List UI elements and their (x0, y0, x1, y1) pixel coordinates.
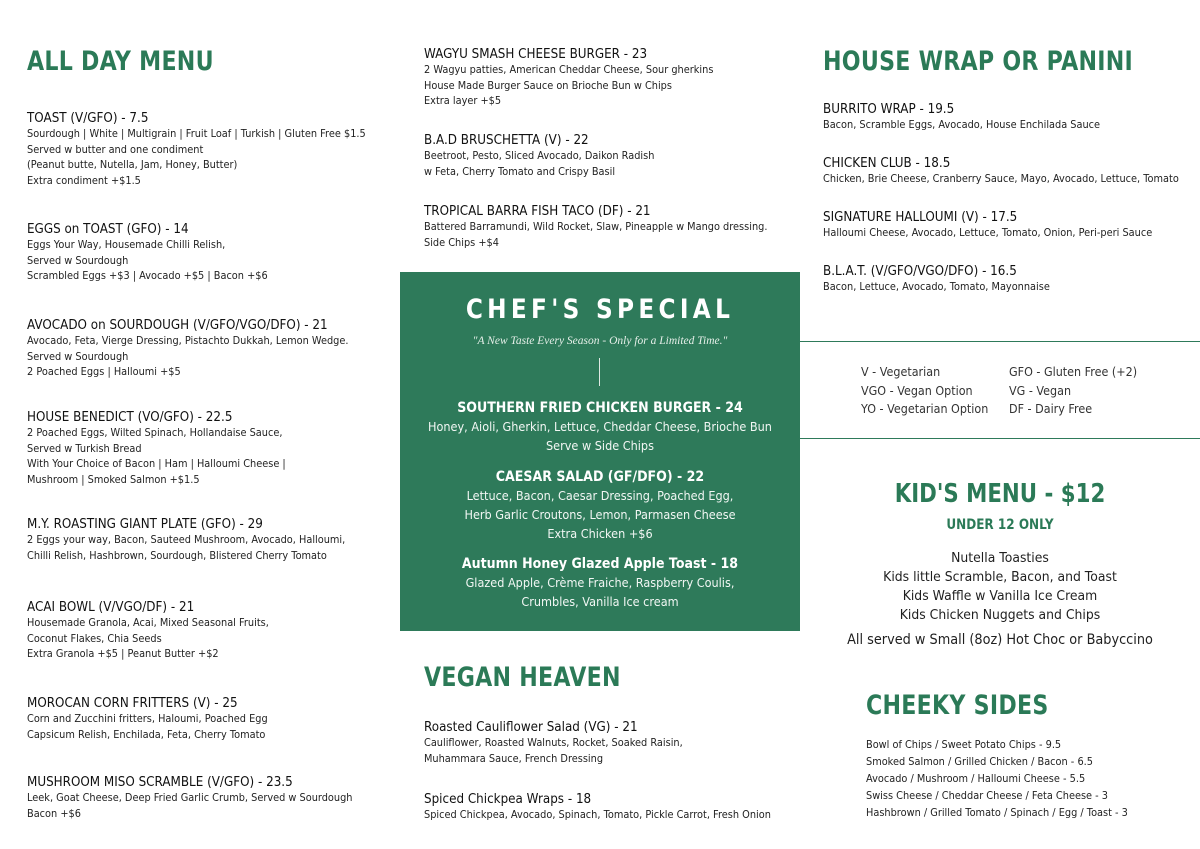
menu-item-desc: Served w Sourdough (27, 350, 129, 363)
menu-item-desc: Halloumi Cheese, Avocado, Lettuce, Tomato, Onion, Peri-peri Sauce (823, 227, 1153, 239)
menu-item-bruschetta (424, 131, 672, 180)
menu-item-desc: Side Chips +$4 (424, 236, 499, 249)
menu-item-desc: 2 Poached Eggs, Wilted Spinach, Hollandaise Sauce, (27, 427, 283, 439)
menu-item-toast (27, 109, 391, 189)
menu-item-mushroom-miso (27, 773, 377, 822)
menu-item-title: HOUSE BENEDICT (VO/GFO) - 22.5 (27, 410, 233, 425)
menu-item-acai-bowl (27, 598, 287, 663)
menu-item-title: CHICKEN CLUB - 18.5 (823, 156, 951, 171)
menu-item-desc: Leek, Goat Cheese, Deep Fried Garlic Crumb, Served w Sourdough (27, 792, 353, 804)
menu-item-desc: Served w Sourdough (27, 254, 129, 267)
kids-menu-item: Kids Chicken Nuggets and Chips (899, 607, 1101, 623)
menu-item-signature-halloumi (823, 208, 1177, 242)
menu-item-title: TROPICAL BARRA FISH TACO (DF) - 21 (424, 204, 651, 219)
special-item-title: CAESAR SALAD (GF/DFO) - 22 (495, 469, 705, 485)
menu-item-title: AVOCADO on SOURDOUGH (V/GFO/VGO/DFO) - 21 (27, 318, 328, 333)
side-item: Swiss Cheese / Cheddar Cheese / Feta Cheese - 3 (866, 790, 1109, 802)
menu-item-title: BURRITO WRAP - 19.5 (823, 102, 955, 117)
menu-item-desc: 2 Poached Eggs | Halloumi +$5 (27, 366, 181, 379)
kids-menu-note: All served w Small (8oz) Hot Choc or Babyccino (847, 632, 1153, 648)
legend-entry: VG - Vegan (1009, 383, 1072, 398)
special-item-desc: Lettuce, Bacon, Caesar Dressing, Poached Egg, (466, 489, 734, 503)
menu-item-desc: 2 Wagyu patties, American Cheddar Cheese, Sour gherkins (424, 64, 714, 76)
special-item-chicken-burger (400, 398, 800, 456)
menu-item-desc: (Peanut butte, Nutella, Jam, Honey, Butter) (27, 159, 238, 172)
special-item-caesar-salad (400, 467, 800, 544)
menu-item-desc: Extra condiment +$1.5 (27, 174, 141, 187)
menu-item-desc: Mushroom | Smoked Salmon +$1.5 (27, 473, 200, 486)
side-item: Bowl of Chips / Sweet Potato Chips - 9.5 (866, 739, 1062, 751)
special-item-desc: Herb Garlic Croutons, Lemon, Parmasen Cheese (464, 508, 736, 522)
menu-item-title: MUSHROOM MISO SCRAMBLE (V/GFO) - 23.5 (27, 775, 293, 790)
side-item: Hashbrown / Grilled Tomato / Spinach / Egg / Toast - 3 (866, 807, 1128, 819)
divider (599, 358, 600, 386)
special-item-desc: Honey, Aioli, Gherkin, Lettuce, Cheddar Cheese, Brioche Bun (428, 420, 772, 434)
menu-item-desc: Sourdough | White | Multigrain | Fruit Loaf | Turkish | Gluten Free $1.5 (27, 128, 366, 140)
menu-item-desc: Cauliflower, Roasted Walnuts, Rocket, Soaked Raisin, (424, 737, 683, 749)
legend-entry: DF - Dairy Free (1009, 402, 1093, 416)
menu-item-avocado-sourdough (27, 316, 373, 381)
menu-item-title: Spiced Chickpea Wraps - 18 (424, 792, 592, 807)
menu-item-desc: Spiced Chickpea, Avocado, Spinach, Tomato, Pickle Carrot, Fresh Onion (424, 809, 771, 821)
menu-item-desc: Avocado, Feta, Vierge Dressing, Pistachto Dukkah, Lemon Wedge. (27, 335, 349, 347)
house-wrap-heading: HOUSE WRAP OR PANINI (823, 46, 1134, 77)
menu-item-chicken-club (823, 154, 1200, 188)
menu-item-desc: Beetroot, Pesto, Sliced Avocado, Daikon Radish (424, 150, 655, 162)
menu-item-corn-fritters (27, 694, 286, 743)
menu-item-house-benedict (27, 408, 305, 488)
dietary-legend-right (1009, 363, 1137, 419)
special-item-desc: Glazed Apple, Crème Fraiche, Raspberry Coulis, (465, 576, 735, 590)
legend-entry: YO - Vegetarian Option (861, 402, 989, 416)
menu-item-desc: With Your Choice of Bacon | Ham | Halloumi Cheese | (27, 458, 286, 471)
divider (800, 438, 1200, 439)
menu-item-title: EGGS on TOAST (GFO) - 14 (27, 222, 189, 237)
menu-item-desc: Bacon +$6 (27, 807, 81, 820)
special-item-desc: Serve w Side Chips (546, 439, 654, 453)
menu-item-desc: 2 Eggs your way, Bacon, Sauteed Mushroom, Avocado, Halloumi, (27, 534, 346, 546)
kids-menu-heading: KID'S MENU - $12 (894, 479, 1106, 509)
menu-item-title: B.L.A.T. (V/GFO/VGO/DFO) - 16.5 (823, 264, 1017, 279)
menu-item-wagyu-burger (424, 45, 735, 110)
dietary-legend-left (861, 363, 988, 419)
cheeky-sides-heading: CHEEKY SIDES (866, 690, 1049, 721)
menu-item-desc: Scrambled Eggs +$3 | Avocado +$5 | Bacon +$6 (27, 270, 268, 283)
menu-item-desc: Bacon, Lettuce, Avocado, Tomato, Mayonnaise (823, 281, 1050, 293)
menu-item-desc: Housemade Granola, Acai, Mixed Seasonal Fruits, (27, 617, 269, 629)
menu-item-desc: Battered Barramundi, Wild Rocket, Slaw, Pineapple w Mango dressing. (424, 221, 768, 233)
divider (800, 341, 1200, 342)
menu-item-desc: Chicken, Brie Cheese, Cranberry Sauce, Mayo, Avocado, Lettuce, Tomato (823, 173, 1179, 185)
special-item-title: SOUTHERN FRIED CHICKEN BURGER - 24 (457, 400, 743, 416)
menu-item-giant-plate (27, 515, 369, 564)
chefs-special-subtitle: "A New Taste Every Season - Only for a Limited Time." (472, 335, 728, 347)
menu-item-title: TOAST (V/GFO) - 7.5 (27, 111, 149, 126)
kids-menu-item: Kids Waffle w Vanilla Ice Cream (902, 588, 1098, 604)
menu-item-desc: Capsicum Relish, Enchilada, Feta, Cherry Tomato (27, 728, 266, 741)
legend-entry: GFO - Gluten Free (+2) (1009, 365, 1138, 379)
menu-item-desc: w Feta, Cherry Tomato and Crispy Basil (424, 165, 616, 178)
menu-item-desc: Corn and Zucchini fritters, Haloumi, Poached Egg (27, 713, 268, 725)
special-item-apple-toast (400, 554, 800, 612)
legend-entry: VGO - Vegan Option (861, 383, 973, 398)
menu-item-eggs-on-toast (27, 220, 286, 285)
menu-item-desc: Eggs Your Way, Housemade Chilli Relish, (27, 239, 226, 251)
menu-item-title: WAGYU SMASH CHEESE BURGER - 23 (424, 47, 648, 62)
menu-item-fish-taco (424, 202, 793, 251)
kids-menu-item: Nutella Toasties (951, 550, 1049, 566)
special-item-title: Autumn Honey Glazed Apple Toast - 18 (461, 556, 739, 572)
menu-item-desc: Muhammara Sauce, French Dressing (424, 752, 604, 765)
menu-item-title: M.Y. ROASTING GIANT PLATE (GFO) - 29 (27, 517, 263, 532)
menu-item-chickpea-wraps (424, 790, 797, 824)
menu-item-title: ACAI BOWL (V/VGO/DF) - 21 (27, 600, 195, 615)
menu-item-desc: Bacon, Scramble Eggs, Avocado, House Enchilada Sauce (823, 119, 1101, 131)
special-item-desc: Extra Chicken +$6 (547, 527, 653, 541)
chefs-special-panel (400, 272, 800, 631)
menu-item-desc: Served w Turkish Bread (27, 442, 142, 455)
menu-item-desc: Chilli Relish, Hashbrown, Sourdough, Blistered Cherry Tomato (27, 549, 327, 562)
menu-item-title: B.A.D BRUSCHETTA (V) - 22 (424, 133, 589, 148)
legend-entry: V - Vegetarian (861, 365, 941, 379)
menu-item-title: MOROCAN CORN FRITTERS (V) - 25 (27, 696, 238, 711)
chefs-special-title: CHEF'S SPECIAL (465, 294, 735, 325)
menu-item-cauliflower-salad (424, 718, 702, 767)
special-item-desc: Crumbles, Vanilla Ice cream (521, 595, 679, 609)
side-item: Smoked Salmon / Grilled Chicken / Bacon - 6.5 (866, 756, 1093, 768)
menu-item-desc: Extra layer +$5 (424, 95, 502, 108)
menu-item-title: SIGNATURE HALLOUMI (V) - 17.5 (823, 210, 1018, 225)
side-item: Avocado / Mushroom / Halloumi Cheese - 5.5 (866, 773, 1086, 785)
menu-item-desc: Coconut Flakes, Chia Seeds (27, 632, 162, 645)
kids-menu-subheading: UNDER 12 ONLY (946, 517, 1054, 533)
kids-menu-item: Kids little Scramble, Bacon, and Toast (883, 569, 1117, 585)
vegan-heaven-heading: VEGAN HEAVEN (424, 662, 621, 693)
menu-item-burrito-wrap (823, 100, 1121, 134)
menu-item-desc: Served w butter and one condiment (27, 143, 204, 156)
menu-item-blat (823, 262, 1067, 296)
menu-item-desc: Extra Granola +$5 | Peanut Butter +$2 (27, 648, 219, 661)
all-day-menu-heading: ALL DAY MENU (27, 46, 214, 77)
menu-item-title: Roasted Cauliflower Salad (VG) - 21 (424, 720, 638, 735)
menu-item-desc: House Made Burger Sauce on Brioche Bun w Chips (424, 79, 672, 92)
